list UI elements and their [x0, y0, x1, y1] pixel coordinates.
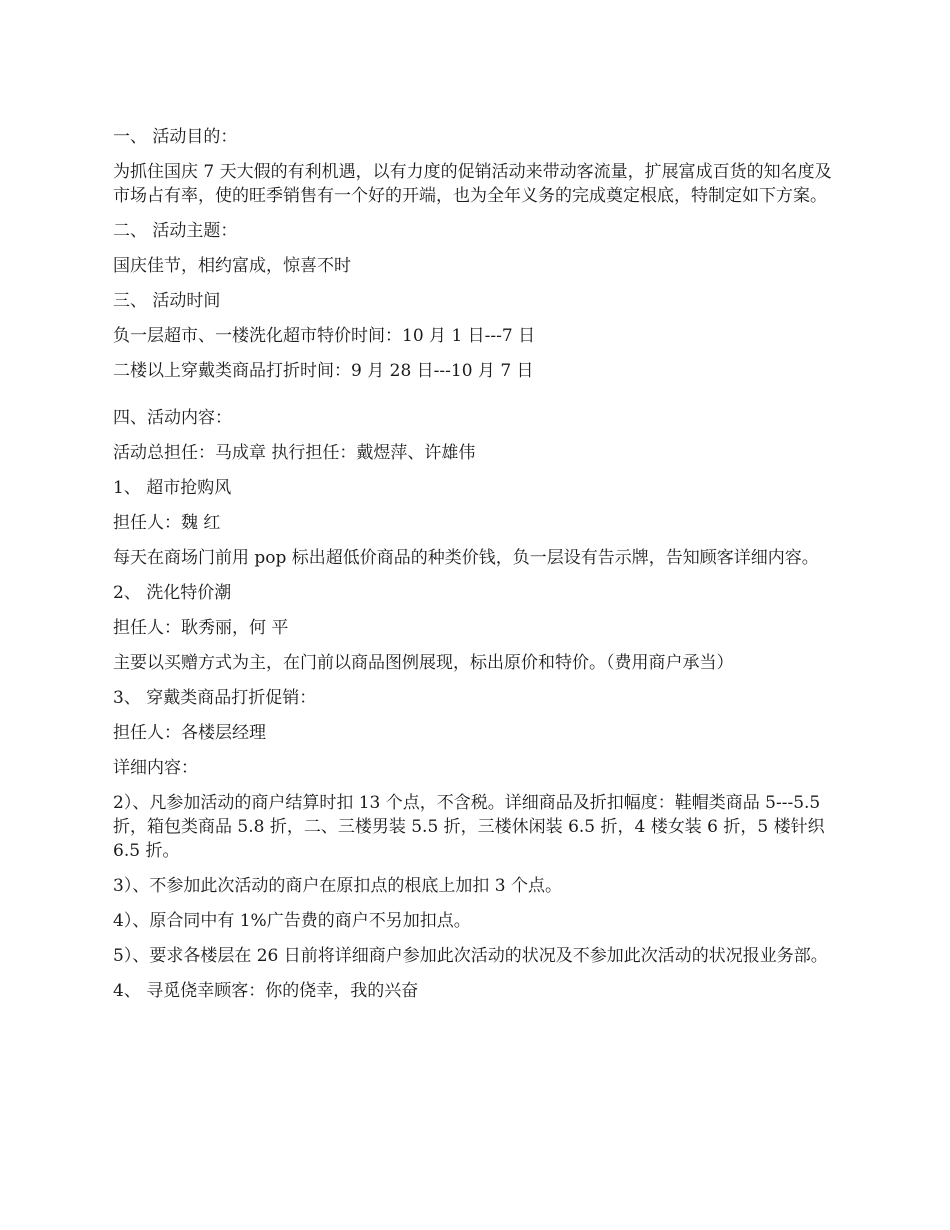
subsection-heading-supermarket: 1、 超市抢购风: [113, 478, 232, 498]
activity-leaders-paragraph: 活动总担任：马成章 执行担任：戴煜萍、许雄伟: [113, 443, 476, 463]
apparel-item-4: 4）、原合同中有 1%广告费的商户不另加扣点。: [113, 911, 471, 931]
subsection-heading-toiletries: 2、 洗化特价潮: [113, 583, 232, 603]
time-supermarket-paragraph: 负一层超市、一楼洗化超市特价时间：10 月 1 日---7 日: [113, 326, 536, 346]
supermarket-owner-paragraph: 担任人：魏 红: [113, 513, 221, 533]
subsection-heading-lucky-customer: 4、 寻觅侥幸顾客：你的侥幸，我的兴奋: [113, 981, 419, 1001]
theme-paragraph: 国庆佳节，相约富成，惊喜不时: [113, 256, 351, 276]
toiletries-owner-paragraph: 担任人：耿秀丽，何 平: [113, 618, 289, 638]
apparel-item-2: 2）、凡参加活动的商户结算时扣 13 个点，不含税。详细商品及折扣幅度：鞋帽类商品 5---5.5 折，箱包类商品 5.8 折，二、三楼男装 5.5 折，三楼休闲装 6.5 折，4 楼女装 6 折，5 楼针织 6.5 折。: [113, 793, 825, 861]
apparel-item-5: 5）、要求各楼层在 26 日前将详细商户参加此次活动的状况及不参加此次活动的状况报业务部。: [113, 946, 828, 966]
section-heading-theme: 二、 活动主题：: [113, 221, 238, 241]
apparel-detail-label: 详细内容：: [113, 758, 198, 778]
document-body: [113, 125, 843, 1014]
apparel-item-3: 3）、不参加此次活动的商户在原扣点的根底上加扣 3 个点。: [113, 876, 562, 896]
purpose-paragraph: 为抓住国庆 7 天大假的有利机遇，以有力度的促销活动来带动客流量，扩展富成百货的知名度及市场占有率，使的旺季销售有一个好的开端，也为全年义务的完成奠定根底，特制定如下方案。: [113, 162, 832, 206]
apparel-owner-paragraph: 担任人：各楼层经理: [113, 723, 266, 743]
section-heading-content: 四、活动内容：: [113, 408, 232, 428]
time-apparel-paragraph: 二楼以上穿戴类商品打折时间：9 月 28 日---10 月 7 日: [113, 361, 534, 381]
supermarket-detail-paragraph: 每天在商场门前用 pop 标出超低价商品的种类价钱，负一层设有告示牌，告知顾客详细内容。: [113, 548, 819, 568]
toiletries-detail-paragraph: 主要以买赠方式为主，在门前以商品图例展现，标出原价和特价。（费用商户承当）: [113, 653, 734, 673]
section-heading-purpose: 一、 活动目的：: [113, 127, 238, 147]
subsection-heading-apparel: 3、 穿戴类商品打折促销：: [113, 688, 317, 708]
section-heading-time: 三、 活动时间: [113, 291, 221, 311]
